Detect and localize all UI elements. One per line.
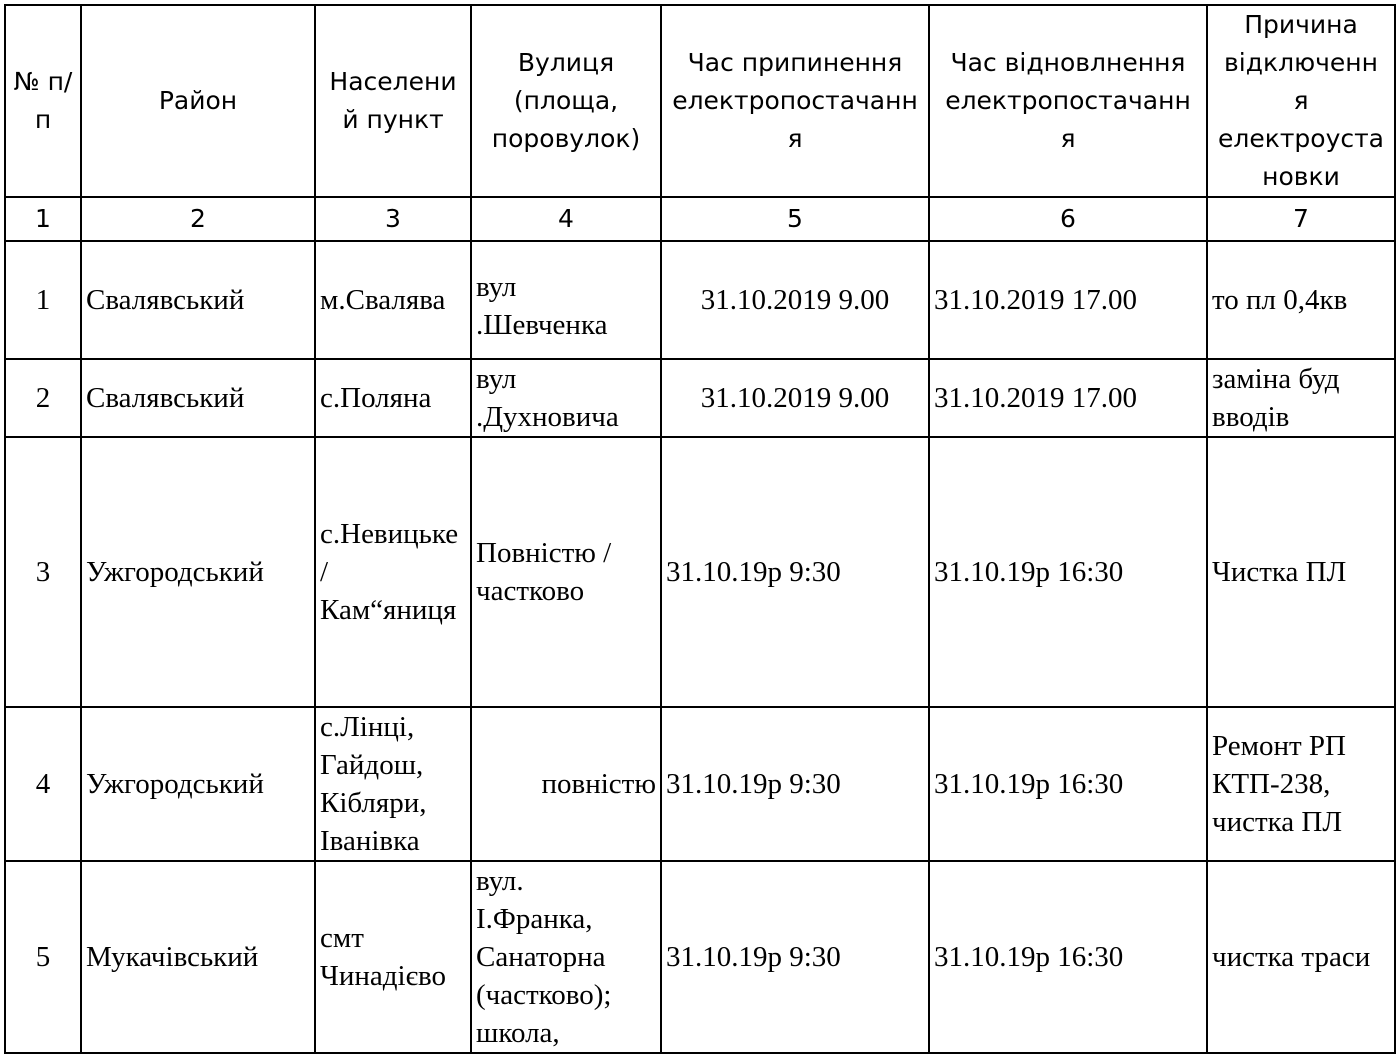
header-row [5,5,1395,197]
column-number: 5 [661,197,929,241]
row-number: 2 [5,359,81,437]
street-cell: повністю [471,707,661,861]
reason-cell: Ремонт РП КТП-238, чистка ПЛ [1207,707,1395,861]
header-settlement: Населени й пункт [315,5,471,197]
settlement-cell: с.Невицьке / Кам“яниця [315,437,471,707]
settlement-cell: с.Лінці, Гайдош, Кібляри, Іванівка [315,707,471,861]
outage-start-cell: 31.10.2019 9.00 [661,359,929,437]
street-cell: Повністю / частково [471,437,661,707]
outage-start-cell: 31.10.19р 9:30 [661,861,929,1053]
settlement-cell: м.Свалява [315,241,471,359]
reason-cell: чистка траси [1207,861,1395,1053]
restore-time-cell: 31.10.2019 17.00 [929,241,1207,359]
column-number: 7 [1207,197,1395,241]
row-number: 3 [5,437,81,707]
street-text: вул .Шевченка [476,271,608,341]
column-number: 6 [929,197,1207,241]
column-number-row [5,197,1395,241]
table-row [5,707,1395,861]
reason-cell: заміна буд вводів [1207,359,1395,437]
street-cell: вул. І.Франка, Санаторна (частково); школа, [471,861,661,1053]
outage-start-cell: 31.10.19р 9:30 [661,707,929,861]
row-number: 5 [5,861,81,1053]
row-number: 1 [5,241,81,359]
district-cell: Ужгородський [81,707,315,861]
street-cell [471,241,661,359]
street-cell: вул .Духновича [471,359,661,437]
settlement-cell: с.Поляна [315,359,471,437]
settlement-cell: смт Чинадієво [315,861,471,1053]
reason-cell: Чистка ПЛ [1207,437,1395,707]
district-cell: Свалявський [81,359,315,437]
header-restore-time: Час відновлнення електропостачанн я [929,5,1207,197]
column-number: 3 [315,197,471,241]
table-row [5,241,1395,359]
district-cell: Свалявський [81,241,315,359]
restore-time-cell: 31.10.19р 16:30 [929,707,1207,861]
header-number: № п/п [5,5,81,197]
header-street: Вулиця (площа, поровулок) [471,5,661,197]
restore-time-cell: 31.10.2019 17.00 [929,359,1207,437]
reason-cell: то пл 0,4кв [1207,241,1395,359]
outage-start-cell: 31.10.2019 9.00 [661,241,929,359]
header-district: Район [81,5,315,197]
column-number: 2 [81,197,315,241]
outage-start-cell: 31.10.19р 9:30 [661,437,929,707]
header-reason: Причина відключенн я електроуста новки [1207,5,1395,197]
restore-time-cell: 31.10.19р 16:30 [929,437,1207,707]
restore-time-cell: 31.10.19р 16:30 [929,861,1207,1053]
table-row [5,437,1395,707]
column-number: 1 [5,197,81,241]
row-number: 4 [5,707,81,861]
column-number: 4 [471,197,661,241]
district-cell: Мукачівський [81,861,315,1053]
outage-table [4,4,1396,1054]
table-row [5,861,1395,1053]
header-outage-start: Час припинення електропостачанн я [661,5,929,197]
table-row [5,359,1395,437]
district-cell: Ужгородський [81,437,315,707]
